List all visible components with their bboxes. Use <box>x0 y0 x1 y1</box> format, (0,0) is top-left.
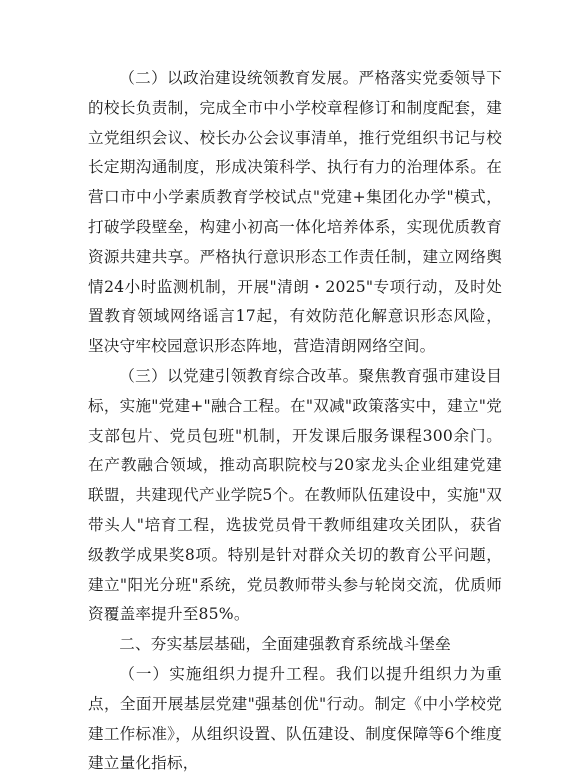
document-body <box>88 64 502 779</box>
paragraph-organization-project: （一）实施组织力提升工程。我们以提升组织力为重点，全面开展基层党建"强基创优"行动。制定《中小学校党建工作标准》，从组织设置、队伍建设、制度保障等6个维度建立量化指标， <box>88 664 502 773</box>
section-heading: 二、夯实基层基础，全面建强教育系统战斗堡垒 <box>119 635 451 654</box>
paragraph-political-construction: （二）以政治建设统领教育发展。严格落实党委领导下的校长负责制，完成全市中小学校章程修订和制度配套，建立党组织会议、校长办公会议事清单，推行党组织书记与校长定期沟通制度，形成决策科学、执行有力的治理体系。在营口市中小学素质教育学校试点"党建+集团化办学"模式，打破学段壁垒，构建小初高一体化培养体系，实现优质教育资源共建共享。严格执行意识形态工作责任制，建立网络舆情24小时监测机制，开展"清朗・2025"专项行动，及时处置教育领域网络谣言17起，有效防范化解意识形态风险，坚决守牢校园意识形态阵地，营造清朗网络空间。 <box>88 69 502 356</box>
paragraph-comprehensive-reform: （三）以党建引领教育综合改革。聚焦教育强市建设目标，实施"党建+"融合工程。在"双减"政策落实中，建立"党支部包片、党员包班"机制，开发课后服务课程300余门。在产教融合领域，推动高职院校与20家龙头企业组建党建联盟，共建现代产业学院5个。在教师队伍建设中，实施"双带头人"培育工程，选拔党员骨干教师组建攻关团队，获省级教学成果奖8项。特别是针对群众关切的教育公平问题，建立"阳光分班"系统，党员教师带头参与轮岗交流，优质师资覆盖率提升至85%。 <box>88 366 502 624</box>
